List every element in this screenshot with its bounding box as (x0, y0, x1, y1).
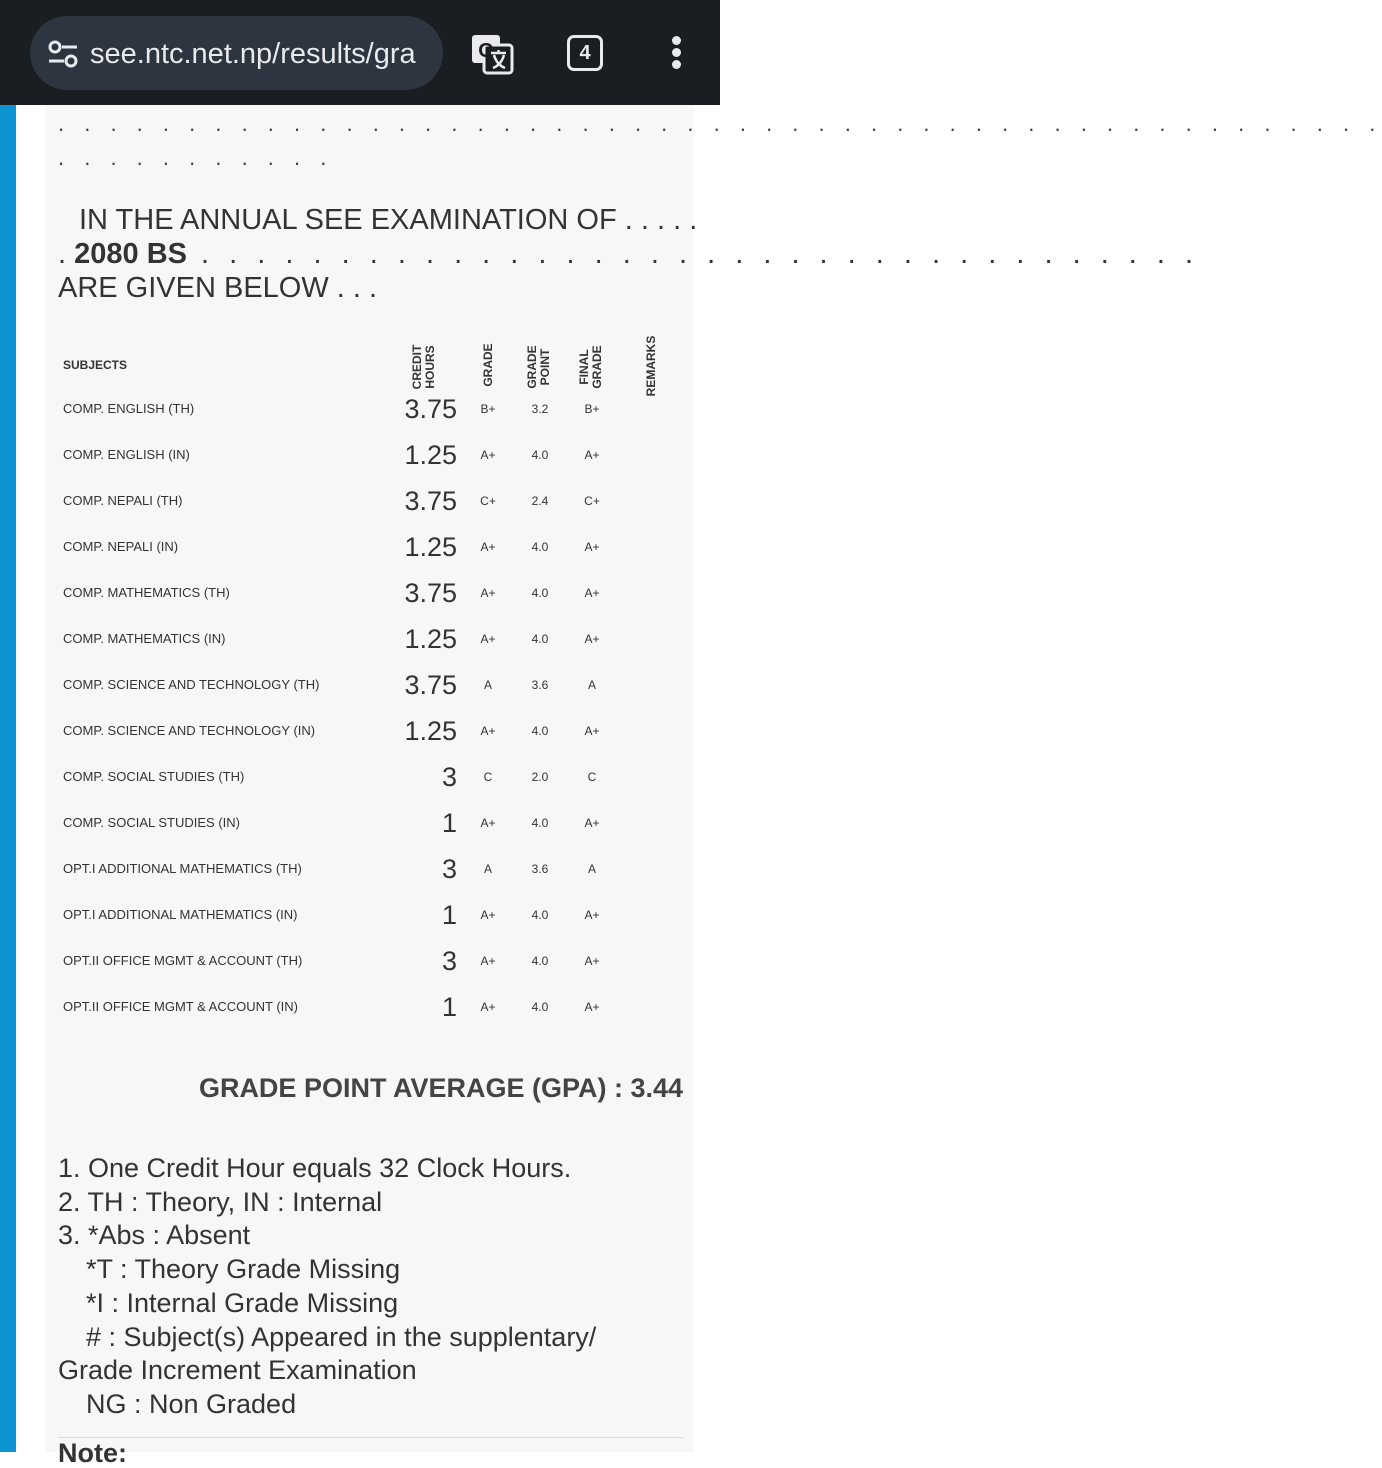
intro-text (58, 203, 1200, 305)
credit-hours-cell: 3.75 (404, 394, 457, 424)
tune-icon[interactable] (48, 40, 78, 68)
table-row (63, 754, 683, 800)
grade-point-cell: 4.0 (531, 632, 549, 646)
table-row (63, 432, 683, 478)
subject-cell: COMP. ENGLISH (IN) (63, 447, 190, 462)
table-row (63, 524, 683, 570)
grade-cell: A+ (480, 586, 496, 600)
grade-point-cell: 4.0 (531, 816, 549, 830)
grade-point-cell: 2.0 (531, 770, 549, 784)
divider (58, 1437, 683, 1438)
final-grade-cell: A+ (584, 954, 600, 968)
grade-cell: A+ (480, 954, 496, 968)
note-item: # : Subject(s) Appeared in the supplentary/ (86, 1321, 597, 1352)
subject-cell: COMP. NEPALI (IN) (63, 539, 179, 554)
note-item: *T : Theory Grade Missing (86, 1254, 401, 1285)
grade-cell: B+ (480, 402, 496, 416)
table-row (63, 708, 683, 754)
final-grade-cell: B+ (584, 402, 600, 416)
leading-dots-short: . . . . . . . . . . . (58, 145, 334, 170)
subject-cell: OPT.I ADDITIONAL MATHEMATICS (IN) (63, 907, 298, 922)
final-grade-cell: C+ (584, 494, 600, 508)
grade-cell: C (483, 770, 493, 784)
grade-point-cell: 4.0 (531, 724, 549, 738)
final-grade-cell: A (587, 862, 596, 876)
more-vert-icon[interactable] (667, 36, 685, 70)
gpa-summary: GRADE POINT AVERAGE (GPA) : 3.44 (198, 1073, 683, 1103)
final-grade-cell: C (587, 770, 597, 784)
credit-hours-cell: 1.25 (404, 716, 457, 746)
table-row (63, 892, 683, 938)
final-grade-cell: A+ (584, 816, 600, 830)
table-row (63, 478, 683, 524)
subject-cell: COMP. SCIENCE AND TECHNOLOGY (TH) (63, 677, 320, 692)
credit-hours-cell: 1.25 (404, 440, 457, 470)
final-grade-cell: A+ (584, 724, 600, 738)
grade-cell: C+ (480, 494, 496, 508)
credit-hours-cell: 1 (441, 992, 457, 1022)
grade-cell: A+ (480, 816, 496, 830)
table-row (63, 800, 683, 846)
header-subjects: SUBJECTS (63, 358, 128, 372)
subject-cell: OPT.II OFFICE MGMT & ACCOUNT (TH) (63, 953, 303, 968)
intro-line-1: IN THE ANNUAL SEE EXAMINATION OF . . . . . (79, 204, 698, 236)
credit-hours-cell: 3.75 (404, 578, 457, 608)
table-row (63, 386, 683, 432)
grade-cell: A+ (480, 540, 496, 554)
grade-cell: A+ (480, 632, 496, 646)
credit-hours-cell: 1.25 (404, 532, 457, 562)
subject-cell: COMP. ENGLISH (TH) (63, 401, 195, 416)
tab-switcher-button[interactable]: 4 (567, 35, 603, 71)
table-row (63, 662, 683, 708)
table-row (63, 984, 683, 1030)
credit-hours-cell: 1 (441, 900, 457, 930)
final-grade-cell: A+ (584, 448, 600, 462)
subject-cell: OPT.I ADDITIONAL MATHEMATICS (TH) (63, 861, 302, 876)
note-heading: Note: (58, 1438, 127, 1468)
browser-toolbar (0, 0, 720, 105)
address-bar[interactable] (30, 16, 443, 90)
note-item: Grade Increment Examination (58, 1355, 417, 1386)
grade-point-cell: 4.0 (531, 448, 549, 462)
credit-hours-cell: 3 (441, 854, 457, 884)
grade-cell: A+ (480, 724, 496, 738)
note-item: *I : Internal Grade Missing (86, 1287, 399, 1318)
subject-cell: COMP. SOCIAL STUDIES (TH) (63, 769, 245, 784)
grade-point-cell: 4.0 (531, 908, 549, 922)
intro-lead: . (58, 238, 75, 270)
grade-point-cell: 4.0 (531, 1000, 549, 1014)
header-grade: GRADE (481, 343, 495, 387)
intro-line-3: ARE GIVEN BELOW . . . (58, 272, 378, 304)
credit-hours-cell: 3.75 (404, 486, 457, 516)
final-grade-cell: A+ (584, 1000, 600, 1014)
intro-line-2 (58, 237, 1200, 271)
subject-cell: OPT.II OFFICE MGMT & ACCOUNT (IN) (63, 999, 298, 1014)
final-grade-cell: A+ (584, 540, 600, 554)
grade-cell: A+ (480, 908, 496, 922)
url-text[interactable]: see.ntc.net.np/results/gra (90, 38, 416, 70)
note-item: NG : Non Graded (86, 1388, 297, 1419)
note-item: 2. TH : Theory, IN : Internal (58, 1186, 383, 1217)
subject-cell: COMP. MATHEMATICS (IN) (63, 631, 226, 646)
credit-hours-cell: 1.25 (404, 624, 457, 654)
grade-point-cell: 4.0 (531, 586, 549, 600)
table-row (63, 938, 683, 984)
grade-cell: A+ (480, 448, 496, 462)
credit-hours-cell: 3 (441, 946, 457, 976)
grade-point-cell: 3.6 (531, 862, 549, 876)
grade-cell: A (483, 678, 492, 692)
table-row (63, 616, 683, 662)
subject-cell: COMP. SCIENCE AND TECHNOLOGY (IN) (63, 723, 316, 738)
table-row (63, 570, 683, 616)
credit-hours-cell: 3 (441, 762, 457, 792)
final-grade-cell: A+ (584, 586, 600, 600)
grade-point-cell: 3.2 (531, 402, 549, 416)
final-grade-cell: A+ (584, 908, 600, 922)
header-remarks: REMARKS (644, 335, 658, 397)
table-row (63, 846, 683, 892)
exam-year: 2080 BS (74, 238, 187, 270)
note-item: 3. *Abs : Absent (58, 1220, 251, 1251)
header-grade-point: GRADE POINT (525, 345, 552, 389)
header-credit-hours: CREDIT HOURS (410, 344, 437, 390)
intro-dots: . . . . . . . . . . . . . . . . . . . . . . . . . . . . . . . . . . . . (186, 238, 1200, 270)
grade-point-cell: 3.6 (531, 678, 549, 692)
note-item: 1. One Credit Hour equals 32 Clock Hours. (58, 1153, 572, 1183)
final-grade-cell: A (587, 678, 596, 692)
final-grade-cell: A+ (584, 632, 600, 646)
grade-point-cell: 4.0 (531, 540, 549, 554)
subject-cell: COMP. MATHEMATICS (TH) (63, 585, 230, 600)
accent-strip (0, 105, 16, 1452)
credit-hours-cell: 1 (441, 808, 457, 838)
credit-hours-cell: 3.75 (404, 670, 457, 700)
grade-cell: A+ (480, 1000, 496, 1014)
notes-list (58, 1152, 688, 1422)
leading-dots: . . . . . . . . . . . . . . . . . . . . . . . . . . . . . . . . . . . . . . . . . . . . . . . . . . . (58, 111, 1382, 136)
header-final-grade: FINAL GRADE (577, 345, 604, 389)
grade-point-cell: 4.0 (531, 954, 549, 968)
translate-icon[interactable] (470, 33, 514, 75)
subject-cell: COMP. SOCIAL STUDIES (IN) (63, 815, 240, 830)
subject-cell: COMP. NEPALI (TH) (63, 493, 183, 508)
svg-text:G: G (478, 40, 494, 62)
grade-cell: A (483, 862, 492, 876)
grade-point-cell: 2.4 (531, 494, 549, 508)
